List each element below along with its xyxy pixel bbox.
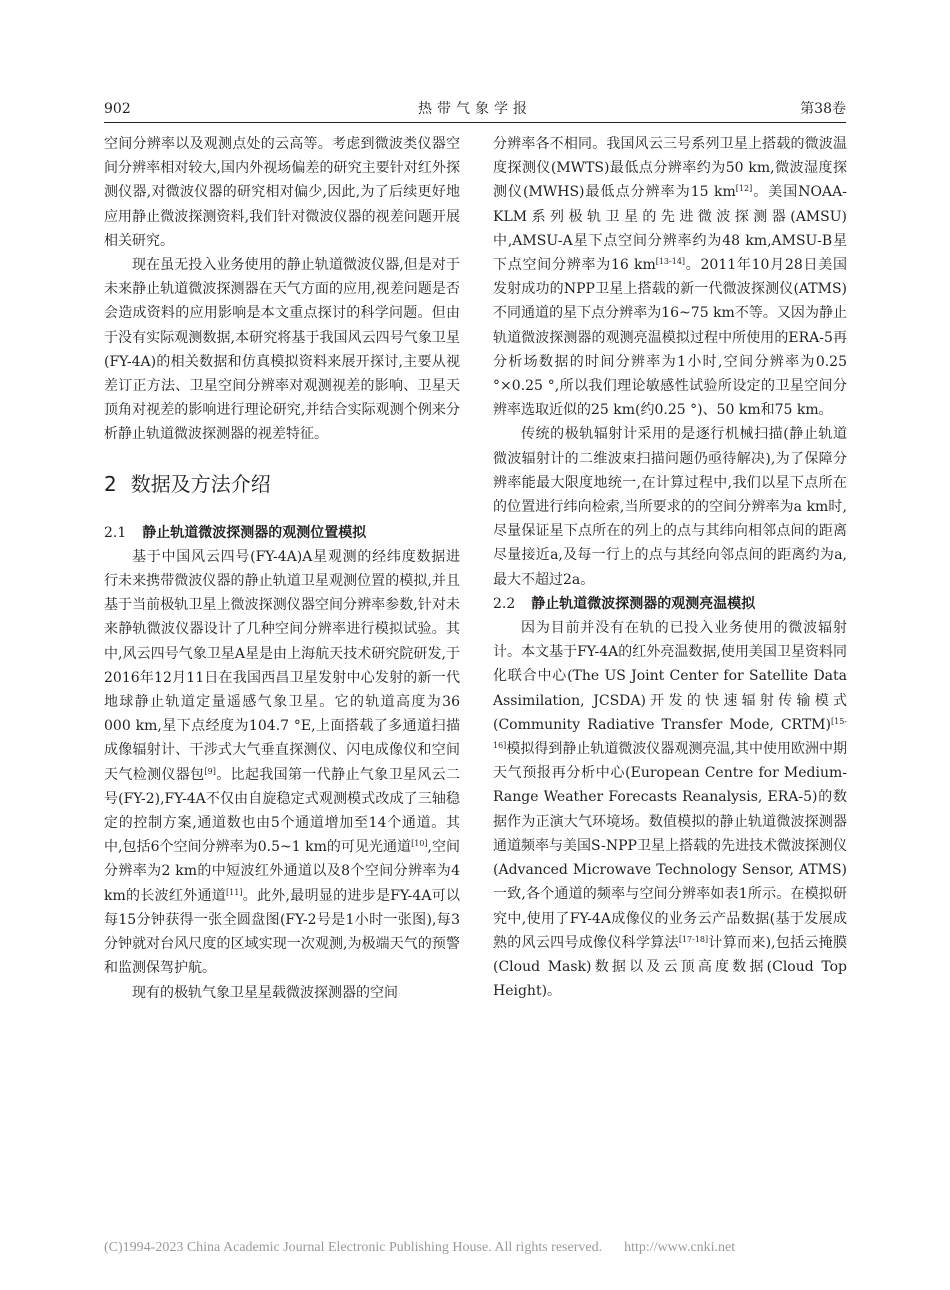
subsection-title: 静止轨道微波探测器的观测亮温模拟	[531, 595, 756, 612]
paragraph-text: ,空间分辨率为2 km的中短波红外通道以及8个空间分辨率为4 km的长波红外通道	[104, 839, 461, 904]
paragraph	[104, 545, 460, 981]
paragraph: 现在虽无投入业务使用的静止轨道微波仪器,但是对于未来静止轨道微波探测器在天气方面的应用,视差问题是否会造成资料的应用影响是本文重点探讨的科学问题。但由于没有实际观测数据,本研究将基于我国风云四号气象卫星(FY-4A)的相关数据和仿真模拟资料来展开探讨,主要从视差订正方法、卫星空间分辨率对观测视差的影响、卫星天顶角对视差的影响进行理论研究,并结合实际观测个例来分析静止轨道微波探测器的视差特征。	[104, 257, 460, 443]
paragraph-text: 模拟得到静止轨道微波仪器观测亮温,其中使用欧洲中期天气预报再分析中心(European Centre for Medium-Range Weather Forecasts Reanalysis, ERA-5)的数据作为正演大气环境场。数值模拟的静止轨道微波探测器通道频率与美国S-NPP卫星上搭载的先进技术微波探测仪(Advanced Microwave Technology Sensor, ATMS)一致,各个通道的频率与空间分辨率如表1所示。在模拟研究中,使用了FY-4A成像仪的业务云产品数据(基于发展成熟的风云四号成像仪科学算法	[493, 741, 847, 951]
paragraph-text: 基于中国风云四号(FY-4A)A星观测的经纬度数据进行未来携带微波仪器的静止轨道卫星观测位置的模拟,并且基于当前极轨卫星上微波探测仪器空间分辨率参数,针对未来静轨微波仪器设计了几种空间分辨率进行模拟试验。其中,风云四号气象卫星A星是由上海航天技术研究院研发,于2016年12月11日在我国西昌卫星发射中心发射的新一代地球静止轨道定量遥感气象卫星。它的轨道高度为36 000 km,星下点经度为104.7 °E,上面搭载了多通道扫描成像辐射计、干涉式大气垂直探测仪、闪电成像仪和空间天气检测仪器包	[104, 548, 460, 783]
subsection-number: 2.1	[104, 524, 127, 541]
paragraph-text: 计算而来),包括云掩膜(Cloud Mask)数据以及云顶高度数据(Cloud Top Height)。	[493, 934, 847, 1000]
paragraph: 现有的极轨气象卫星星载微波探测器的空间	[132, 984, 398, 1001]
paragraph-text: 。2011年10月28日美国发射成功的NPP卫星上搭载的新一代微波探测仪(ATMS)不同通道的星下点分辨率为16~75 km不等。又因为静止轨道微波探测器的观测亮温模拟过程中所使用的ERA-5再分析场数据的时间分辨率为1小时,空间分辨率为0.25 °×0.25 °,所以我们理论敏感性试验所设定的卫星空间分辨率选取近似的25 km(约0.25 °)、50 km和75 km。	[493, 257, 847, 419]
paragraph: 空间分辨率以及观测点处的云高等。考虑到微波类仪器空间分辨率相对较大,国内外视场偏差的研究主要针对红外探测仪器,对微波仪器的研究相对偏少,因此,为了后续更好地应用静止微波探测资料,我们针对微波仪器的视差问题开展相关研究。	[104, 136, 460, 249]
copyright-footer	[104, 1240, 846, 1256]
citation: [17-18]	[678, 934, 709, 944]
right-column	[493, 132, 847, 1003]
paragraph-text: 。此外,最明显的进步是FY-4A可以每15分钟获得一张全圆盘图(FY-2号是1小时一张图),每3分钟就对台风尺度的区域实现一次观测,为极端天气的预警和监测保驾护航。	[104, 887, 460, 977]
paragraph-text: 分辨率各不相同。我国风云三号系列卫星上搭载的微波温度探测仪(MWTS)最低点分辨率约为50 km,微波湿度探测仪(MWHS)最低点分辨率为15 km	[493, 136, 847, 201]
section-title: 数据及方法介绍	[130, 471, 271, 496]
journal-title: 热带气象学报	[418, 101, 532, 117]
cnki-link[interactable]: http://www.cnki.net	[624, 1240, 736, 1255]
subsection-heading	[493, 592, 847, 616]
citation: [15-16]	[493, 716, 847, 751]
running-header	[104, 96, 846, 123]
page-number: 902	[104, 101, 131, 117]
section-heading	[104, 469, 460, 499]
citation: [9]	[204, 766, 216, 776]
copyright-text: (C)1994-2023 China Academic Journal Electronic Publishing House. All rights reserved.	[104, 1240, 603, 1255]
citation: [11]	[226, 887, 243, 897]
citation: [12]	[735, 184, 753, 194]
subsection-heading	[104, 521, 460, 545]
paragraph-text: 因为目前并没有在轨的已投入业务使用的微波辐射计。本文基于FY-4A的红外亮温数据,使用美国卫星资料同化联合中心(The US Joint Center for Satellite Data Assimilation, JCSDA)开发的快速辐射传输模式(Community Radiative Transfer Mode, CRTM)	[493, 620, 847, 733]
citation: [10]	[411, 839, 428, 849]
citation: [13-14]	[655, 257, 686, 267]
left-column	[104, 132, 460, 1005]
paragraph	[493, 616, 847, 1003]
paragraph	[493, 132, 847, 422]
paragraph-text: 。比起我国第一代静止气象卫星风云二号(FY-2),FY-4A不仅由自旋稳定式观测模式改成了三轴稳定的控制方案,通道数也由5个通道增加至14个通道。其中,包括6个空间分辨率为0.5~1 km的可见光通道	[104, 766, 461, 856]
volume-label: 第38卷	[800, 101, 846, 117]
section-number: 2	[104, 471, 117, 496]
subsection-number: 2.2	[493, 595, 516, 612]
paragraph: 传统的极轨辐射计采用的是逐行机械扫描(静止轨道微波辐射计的二维波束扫描问题仍亟待解决),为了保障分辨率能最大限度地统一,在计算过程中,我们以星下点所在的位置进行纬向检索,当所要求的的空间分辨率为a km时,尽量保证星下点所在的列上的点与其纬向相邻点间的距离尽量接近a,及每一行上的点与其经向邻点间的距离约为a,最大不超过2a。	[493, 426, 847, 588]
subsection-title: 静止轨道微波探测器的观测位置模拟	[142, 524, 367, 541]
paragraph-text: 。美国NOAA-KLM系列极轨卫星的先进微波探测器(AMSU)中,AMSU-A星下点空间分辨率约为48 km,AMSU-B星下点空间分辨率为16 km	[493, 184, 847, 274]
